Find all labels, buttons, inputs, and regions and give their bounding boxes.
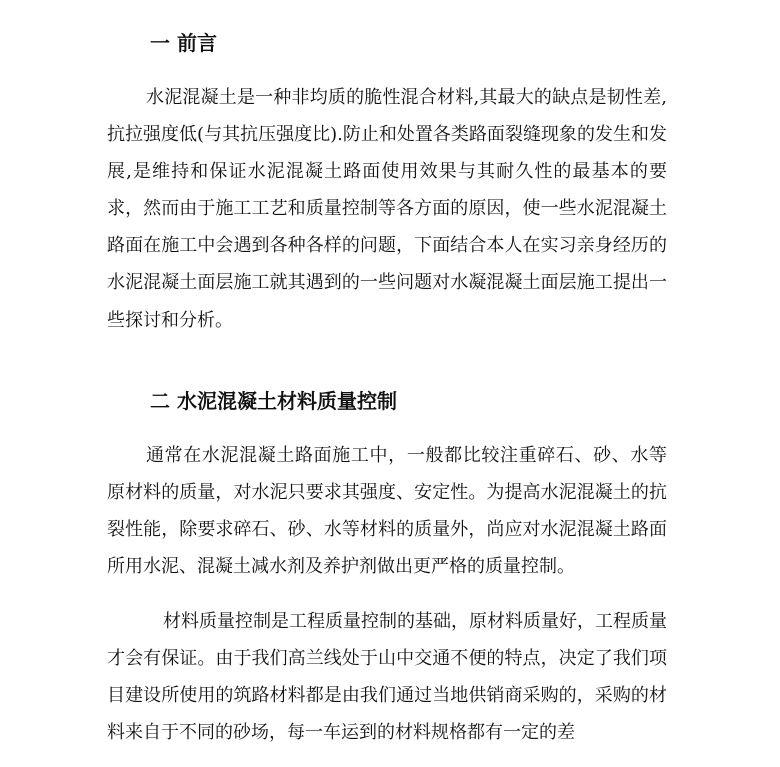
section-heading-preface: 一 前言 (150, 31, 217, 55)
body-paragraph: 材料质量控制是工程质量控制的基础，原材料质量好，工程质量才会有保证。由于我们高兰线处于山中交通不便的特点，决定了我们项目建设所使用的筑路材料都是由我们通过当地供销商采购的，采购的材料来自于不同的砂场，每一车运到的材料规格都有一定的差 (107, 611, 667, 744)
body-paragraph: 通常在水泥混凝土路面施工中，一般都比较注重碎石、砂、水等原材料的质量，对水泥只要求其强度、安定性。为提高水泥混凝土的抗裂性能，除要求碎石、砂、水等材料的质量外，尚应对水泥混凝土路面所用水泥、混凝土减水剂及养护剂做出更严格的质量控制。 (107, 445, 667, 578)
body-paragraph: 水泥混凝土是一种非均质的脆性混合材料,其最大的缺点是韧性差,抗拉强度低(与其抗压强度比).防止和处置各类路面裂缝现象的发生和发展,是维持和保证水泥混凝土路面使用效果与其耐久性的最基本的要求，然而由于施工工艺和质量控制等各方面的原因，使一些水泥混凝土路面在施工中会遇到各种各样的问题，下面结合本人在实习亲身经历的水泥混凝土面层施工就其遇到的一些问题对水凝混凝土面层施工提出一些探讨和分析。 (107, 87, 667, 331)
section-heading-material-quality-control: 二 水泥混凝土材料质量控制 (150, 389, 397, 413)
